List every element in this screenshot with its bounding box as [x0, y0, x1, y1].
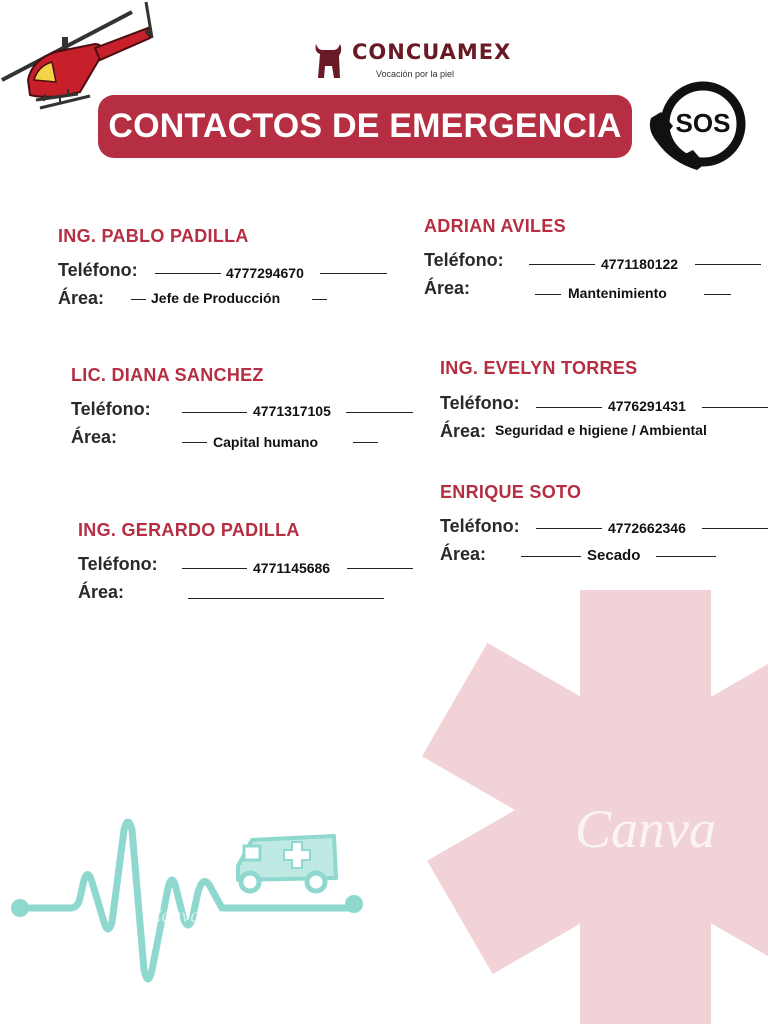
underline — [704, 294, 731, 295]
area-label: Área: — [78, 582, 125, 602]
contact-phone: 4776291431 — [608, 398, 686, 414]
contact-name: ENRIQUE SOTO — [440, 482, 582, 502]
underline — [347, 568, 413, 569]
underline — [312, 299, 327, 300]
area-label: Área: — [440, 544, 487, 564]
underline — [182, 412, 247, 413]
underline — [182, 442, 207, 443]
area-label: Área: — [58, 288, 105, 308]
underline — [521, 556, 581, 557]
contact-area: Secado — [587, 547, 641, 564]
contact-name: ADRIAN AVILES — [424, 216, 566, 236]
contact-area: Seguridad e higiene / Ambiental — [495, 422, 707, 438]
page-title: CONTACTOS DE EMERGENCIA — [98, 95, 632, 158]
phone-label: Teléfono: — [78, 554, 158, 574]
canva-watermark-text: Canva — [575, 799, 716, 859]
ambulance-icon — [238, 836, 336, 891]
contact-name: ING. EVELYN TORRES — [440, 358, 638, 378]
contact-phone: 4772662346 — [608, 520, 686, 536]
underline — [529, 264, 595, 265]
phone-label: Teléfono: — [440, 393, 520, 413]
underline — [702, 528, 768, 529]
contact-phone: 4771317105 — [253, 403, 331, 419]
underline — [346, 412, 413, 413]
contact-phone: 4771145686 — [253, 560, 331, 576]
phone-label: Teléfono: — [58, 260, 138, 280]
underline — [353, 442, 378, 443]
brand-tagline: Vocación por la piel — [376, 69, 455, 79]
phone-label: Teléfono: — [71, 399, 151, 419]
underline — [536, 407, 602, 408]
contact-phone: 4771180122 — [601, 256, 679, 272]
underline — [131, 299, 146, 300]
contact-name: LIC. DIANA SANCHEZ — [71, 365, 264, 385]
underline — [536, 528, 602, 529]
canva-watermark-small: Canva — [148, 905, 201, 927]
contact-area: Mantenimiento — [568, 285, 667, 301]
area-label: Área: — [440, 421, 487, 441]
contact-name: ING. PABLO PADILLA — [58, 226, 249, 246]
contact-phone: 4777294670 — [226, 265, 304, 281]
star-of-life-watermark — [380, 585, 768, 1024]
area-label: Área: — [71, 427, 118, 447]
bull-logo-icon — [310, 38, 346, 82]
phone-label: Teléfono: — [440, 516, 520, 536]
underline — [155, 273, 221, 274]
contact-name: ING. GERARDO PADILLA — [78, 520, 300, 540]
phone-label: Teléfono: — [424, 250, 504, 270]
underline — [188, 598, 384, 599]
underline — [656, 556, 716, 557]
area-label: Área: — [424, 278, 471, 298]
contact-area: Capital humano — [213, 434, 319, 450]
underline — [535, 294, 561, 295]
heartbeat-ambulance-illustration — [8, 810, 370, 995]
underline — [320, 273, 387, 274]
contact-area: Jefe de Producción — [151, 290, 281, 306]
underline — [702, 407, 768, 408]
underline — [695, 264, 761, 265]
brand-name: CONCUAMEX — [352, 40, 512, 64]
sos-label: SOS — [675, 108, 731, 138]
sos-phone-icon — [645, 78, 751, 176]
underline — [182, 568, 247, 569]
